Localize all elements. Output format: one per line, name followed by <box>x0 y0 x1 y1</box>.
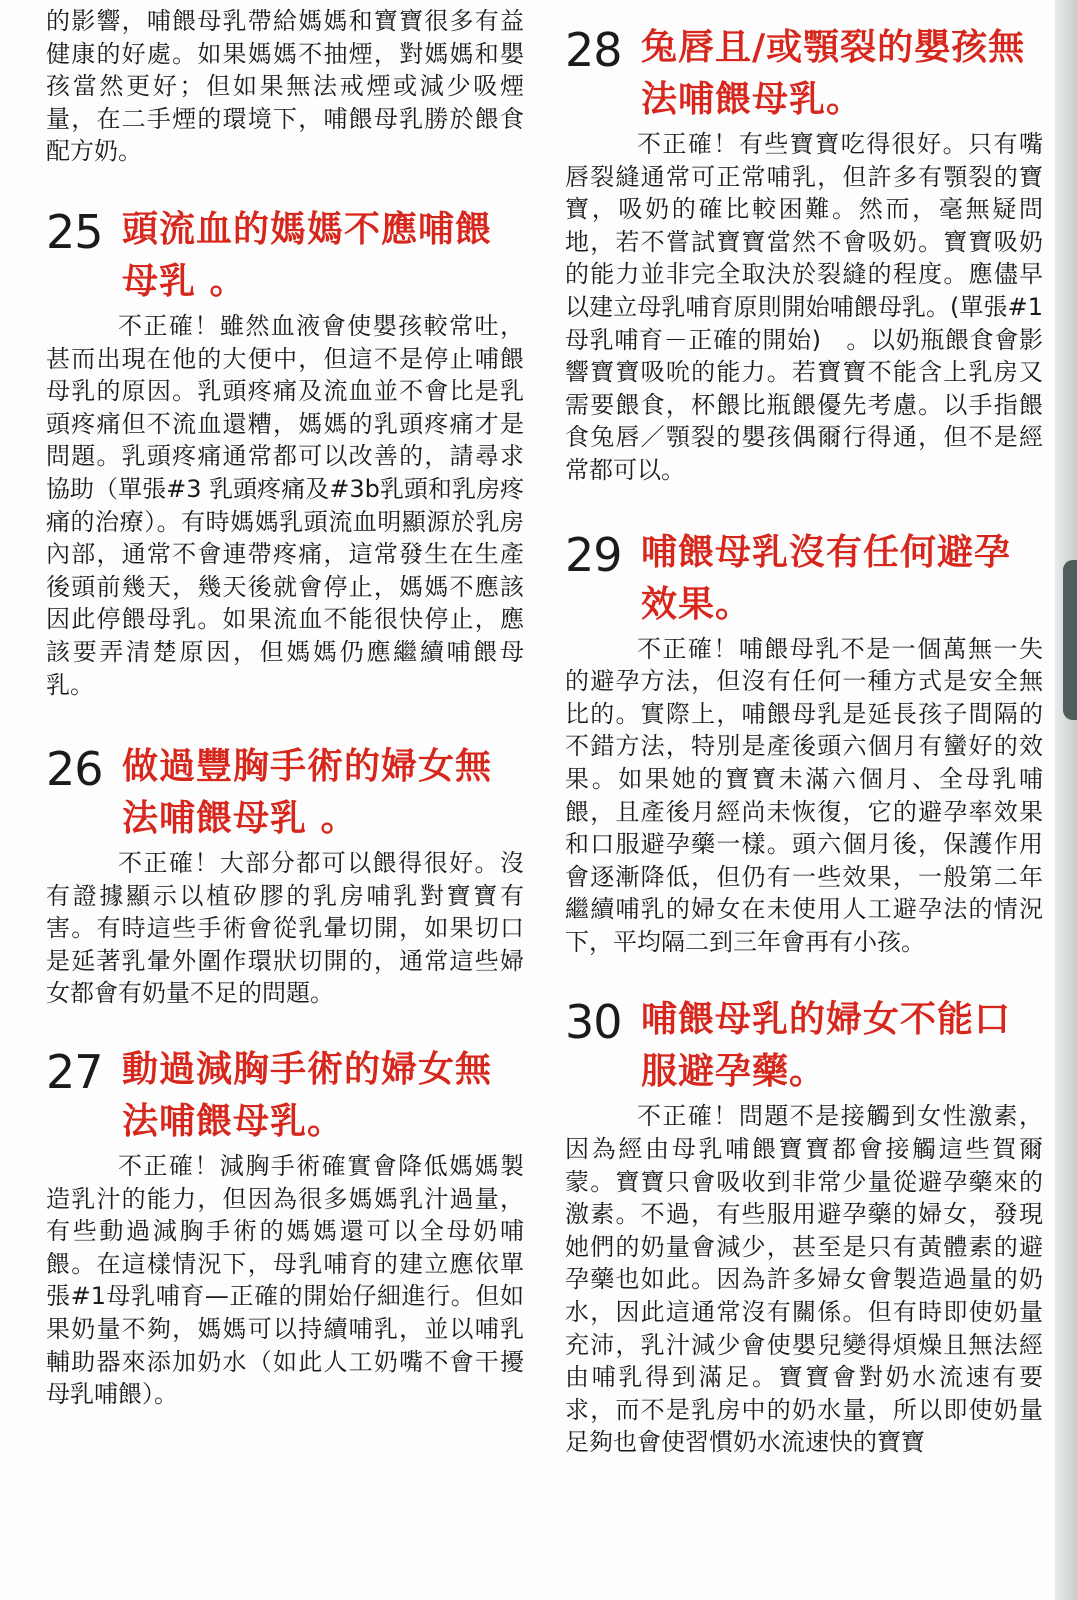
section-title: 哺餵母乳的婦女不能口服避孕藥。 <box>641 999 1012 1093</box>
section-title: 頭流血的媽媽不應哺餵母乳 。 <box>122 208 493 302</box>
intro-paragraph: 的影響，哺餵母乳帶給媽媽和寶寶很多有益健康的好處。如果媽媽不抽煙，對媽媽和嬰孩當然更好；但如果無法戒煙或減少吸煙量，在二手煙的環境下，哺餵母乳勝於餵食配方奶。 <box>46 7 524 166</box>
section-heading <box>46 1044 524 1148</box>
section-29 <box>565 527 1043 959</box>
section-title: 哺餵母乳沒有任何避孕效果。 <box>641 531 1012 625</box>
section-number: 25 <box>46 204 103 259</box>
section-body: 不正確！減胸手術確實會降低媽媽製造乳汁的能力，但因為很多媽媽乳汁過量，有些動過減胸手術的媽媽還可以全母奶哺餵。在這樣情況下，母乳哺育的建立應依單張#1母乳哺育—正確的開始仔細進行。但如果奶量不夠，媽媽可以持續哺乳，並以哺乳輔助器來添加奶水（如此人工奶嘴不會干擾母乳哺餵）。 <box>46 1152 524 1409</box>
section-28 <box>565 22 1043 487</box>
section-title: 做過豐胸手術的婦女無法哺餵母乳 。 <box>122 746 493 840</box>
section-body: 不正確！雖然血液會使嬰孩較常吐，甚而出現在他的大便中，但這不是停止哺餵母乳的原因。乳頭疼痛及流血並不會比是乳頭疼痛但不流血還糟，媽媽的乳頭疼痛才是問題。乳頭疼痛通常都可以改善的，請尋求協助（單張#3 乳頭疼痛及#3b乳頭和乳房疼痛的治療）。有時媽媽乳頭流血明顯源於乳房內部，通常不會連帶疼痛，這常發生在生產後頭前幾天，幾天後就會停止，媽媽不應該因此停餵母乳。如果流血不能很快停止，應該要弄清楚原因，但媽媽仍應繼續哺餵母乳。 <box>46 311 524 699</box>
left-column <box>46 0 524 1411</box>
section-number: 28 <box>565 23 622 77</box>
right-column <box>565 0 1043 1459</box>
section-body: 不正確！哺餵母乳不是一個萬無一失的避孕方法，但沒有任何一種方式是安全無比的。實際上，哺餵母乳是延長孩子間隔的不錯方法，特別是產後頭六個月有蠻好的效果。如果她的寶寶未滿六個月、全母乳哺餵，且產後月經尚未恢復，它的避孕率效果和口服避孕藥一樣。頭六個月後，保護作用會逐漸降低，但仍有一些效果，一般第二年繼續哺乳的婦女在未使用人工避孕法的情況下，平均隔二到三年會再有小孩。 <box>565 634 1043 956</box>
section-body: 不正確！問題不是接觸到女性激素，因為經由母乳哺餵寶寶都會接觸這些賀爾蒙。寶寶只會吸收到非常少量從避孕藥來的激素。不過，有些服用避孕藥的婦女，發現她們的奶量會減少，甚至是只有黃體素的避孕藥也如此。因為許多婦女會製造過量的奶水，因此這通常沒有關係。但有時即使奶量充沛，乳汁減少會使嬰兒變得煩燥且無法經由哺乳得到滿足。寶寶會對奶水流速有要求，而不是乳房中的奶水量，所以即使奶量足夠也會使習慣奶水流速快的寶寶 <box>565 1102 1043 1457</box>
section-heading <box>565 994 1043 1098</box>
section-26 <box>46 741 524 1010</box>
section-number: 29 <box>565 527 622 582</box>
section-number: 27 <box>46 1045 103 1100</box>
section-heading <box>565 22 1043 126</box>
section-25 <box>46 204 524 701</box>
page-edge-tab <box>1063 560 1077 720</box>
section-body: 不正確！有些寶寶吃得很好。只有嘴唇裂縫通常可正常哺乳，但許多有顎裂的寶寶，吸奶的確比較困難。然而，毫無疑問地，若不嘗試寶寶當然不會吸奶。寶寶吸奶的能力並非完全取決於裂縫的程度。應儘早以建立母乳哺育原則開始哺餵母乳。(單張#1 母乳哺育－正確的開始) 。以奶瓶餵食會影響寶寶吸吮的能力。若寶寶不能含上乳房又需要餵食，杯餵比瓶餵優先考慮。以手指餵食兔唇／顎裂的嬰孩偶爾行得通，但不是經常都可以。 <box>565 130 1043 484</box>
section-title: 兔唇且/或顎裂的嬰孩無法哺餵母乳。 <box>641 27 1026 120</box>
section-heading <box>46 741 524 845</box>
section-30 <box>565 994 1043 1459</box>
section-27 <box>46 1044 524 1411</box>
section-title: 動過減胸手術的婦女無法哺餵母乳。 <box>122 1049 493 1143</box>
section-number: 26 <box>46 742 103 797</box>
section-heading <box>46 204 524 308</box>
section-number: 30 <box>565 995 622 1050</box>
section-body: 不正確！大部分都可以餵得很好。沒有證據顯示以植矽膠的乳房哺乳對寶寶有害。有時這些手術會從乳暈切開，如果切口是延著乳暈外圍作環狀切開的，通常這些婦女都會有奶量不足的問題。 <box>46 849 524 1008</box>
section-heading <box>565 527 1043 631</box>
page-edge <box>1055 0 1077 1600</box>
